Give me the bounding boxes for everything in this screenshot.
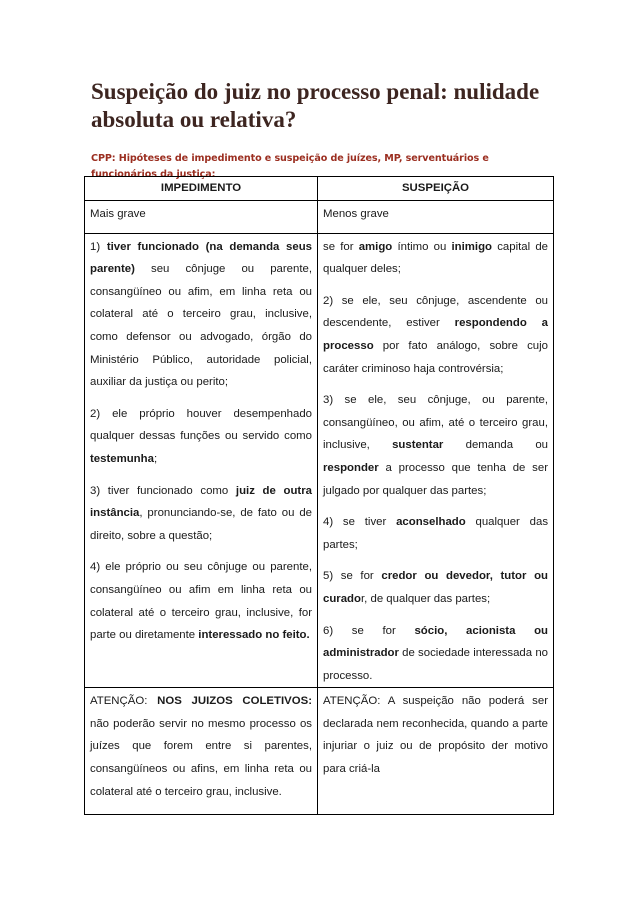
bold-text: responder — [323, 461, 379, 474]
text-run: de sociedade interessada no processo. — [323, 647, 548, 682]
text-run: seu cônjuge ou parente, consangüíneo ou afim, em linha reta ou colateral até o terceiro grau, inclusive, como defensor ou advogado, órgão do Ministério Público, autoridade policial, auxiliar da justiça ou perito; — [90, 263, 312, 389]
attention-text — [90, 690, 312, 803]
text-run: , pronunciando-se, de fato ou de direito, sobre a questão; — [90, 507, 312, 542]
text-run: qualquer das partes; — [323, 516, 549, 551]
bold-text: sócio, acionista ou administrador — [323, 624, 548, 660]
bold-text: aconselhado — [396, 516, 466, 529]
attention-impedimento — [85, 688, 318, 815]
document-title: Suspeição do juiz no processo penal: nulidade absoluta ou relativa? — [91, 79, 540, 132]
bold-text: tiver funcionado (na demanda seus parente) — [90, 240, 312, 276]
suspeicao-item — [323, 290, 548, 380]
bold-text: sustentar — [392, 439, 444, 452]
text-run: 3) tiver funcionado como — [90, 484, 236, 497]
text-run: não poderão servir no mesmo processo os juízes que forem entre si parentes, consangüíneos ou afins, em linha reta ou colateral até o terceiro grau, inclusive. — [90, 717, 312, 798]
severity-impedimento: Mais grave — [85, 200, 318, 233]
text-run: demanda ou — [443, 439, 549, 452]
text-run: 5) se for — [323, 570, 382, 583]
bold-text: inimigo — [451, 240, 493, 253]
suspeicao-item — [323, 236, 548, 281]
impedimento-item — [90, 403, 312, 471]
severity-suspeicao: Menos grave — [318, 200, 554, 233]
text-run: 1) — [90, 240, 107, 253]
bold-text: interessado no feito. — [198, 629, 310, 642]
bold-text: credor ou devedor, tutor ou curado — [323, 570, 548, 605]
impedimento-item — [90, 236, 312, 394]
document-subtitle: CPP: Hipóteses de impedimento e suspeição de juízes, MP, serventuários e funcionários da justiça: — [91, 153, 489, 180]
suspeicao-cell — [318, 233, 554, 688]
bold-text: respondendo a processo — [323, 317, 548, 352]
text-run: ATENÇÃO: A suspeição não poderá ser declarada nem reconhecida, quando a parte injuriar o juiz ou de propósito der motivo para criá-la — [323, 695, 548, 776]
suspeicao-item — [323, 620, 548, 688]
attention-suspeicao — [318, 688, 554, 815]
attention-text — [323, 690, 548, 780]
text-run: por fato análogo, sobre cujo caráter criminoso haja controvérsia; — [323, 339, 548, 375]
bold-text: NOS JUIZOS COLETIVOS: — [157, 695, 312, 708]
suspeicao-item — [323, 389, 548, 502]
header-suspeicao: SUSPEIÇÃO — [318, 177, 554, 201]
text-run: 4) ele próprio ou seu cônjuge ou parente, consangüíneo ou afim em linha reta ou colateral até o terceiro grau, inclusive, for parte ou diretamente — [90, 561, 312, 642]
text-run: 2) ele próprio houver desempenhado qualquer dessas funções ou servido como — [90, 407, 312, 443]
text-run: capital de qualquer deles; — [323, 240, 548, 276]
text-run: 2) se ele, seu cônjuge, ascendente ou descendente, estiver — [323, 294, 548, 330]
header-impedimento: IMPEDIMENTO — [85, 177, 318, 201]
text-run: a processo que tenha de ser julgado por qualquer das partes; — [323, 461, 548, 497]
hypotheses-row — [85, 233, 554, 688]
text-run: 3) se ele, seu cônjuge, ou parente, consangüíneo, ou afim, até o terceiro grau, inclusive, — [323, 394, 548, 452]
text-run: se for — [323, 240, 359, 253]
suspeicao-item — [323, 511, 548, 556]
impedimento-item — [90, 556, 312, 646]
severity-row — [85, 200, 554, 233]
text-run: 4) se tiver — [323, 516, 397, 529]
impedimento-item — [90, 480, 312, 548]
suspeicao-item — [323, 565, 548, 610]
text-run: 6) se for — [323, 624, 415, 637]
text-run: íntimo ou — [392, 240, 452, 253]
bold-text: amigo — [358, 240, 393, 253]
impedimento-cell — [85, 233, 318, 688]
comparison-table — [84, 176, 554, 815]
text-run: ; — [153, 452, 158, 465]
text-run: r, de qualquer das partes; — [360, 592, 491, 605]
table-header-row — [85, 177, 554, 201]
bold-text: testemunha — [90, 452, 154, 465]
bold-text: juiz de outra instância — [90, 484, 312, 520]
attention-row — [85, 688, 554, 815]
text-run: ATENÇÃO: — [90, 695, 158, 708]
